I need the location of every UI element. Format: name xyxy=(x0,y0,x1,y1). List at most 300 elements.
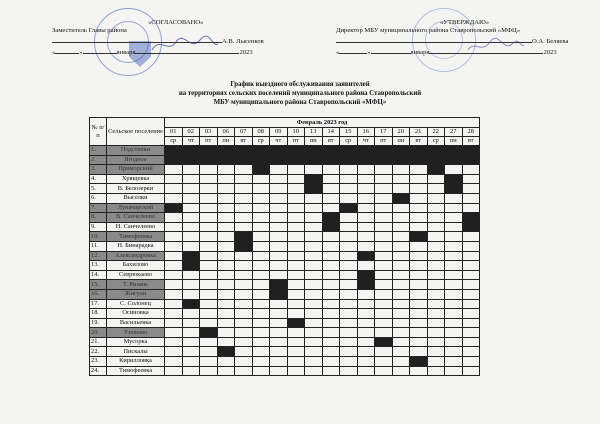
schedule-cell xyxy=(410,203,428,213)
schedule-cell xyxy=(410,366,428,376)
visit-day-cell xyxy=(427,146,445,156)
visit-day-cell xyxy=(410,232,428,242)
schedule-cell xyxy=(217,318,235,328)
schedule-cell xyxy=(270,213,288,223)
schedule-cell xyxy=(340,299,358,309)
settlement-name: В. Белозерки xyxy=(107,184,165,194)
schedule-cell xyxy=(252,184,270,194)
schedule-cell xyxy=(375,299,393,309)
row-number: 5. xyxy=(90,184,107,194)
visit-day-cell xyxy=(270,146,288,156)
schedule-cell xyxy=(235,184,253,194)
schedule-cell xyxy=(445,232,463,242)
schedule-cell xyxy=(217,328,235,338)
schedule-cell xyxy=(375,261,393,271)
schedule-cell xyxy=(392,261,410,271)
schedule-cell xyxy=(392,203,410,213)
schedule-cell xyxy=(322,203,340,213)
row-number: 17. xyxy=(90,299,107,309)
schedule-cell xyxy=(375,366,393,376)
schedule-cell xyxy=(217,251,235,261)
schedule-cell xyxy=(375,184,393,194)
schedule-cell xyxy=(427,357,445,367)
table-row xyxy=(90,174,480,184)
schedule-cell xyxy=(270,193,288,203)
schedule-cell xyxy=(235,318,253,328)
row-number: 9. xyxy=(90,222,107,232)
schedule-cell xyxy=(270,184,288,194)
date-header: 21 xyxy=(410,128,428,137)
weekday-header: вт xyxy=(410,137,428,146)
schedule-cell xyxy=(322,366,340,376)
schedule-cell xyxy=(182,337,200,347)
schedule-cell xyxy=(462,232,480,242)
visit-day-cell xyxy=(375,337,393,347)
visit-day-cell xyxy=(182,155,200,165)
schedule-cell xyxy=(217,309,235,319)
visit-day-cell xyxy=(235,146,253,156)
settlement-name: Приморский xyxy=(107,165,165,175)
schedule-cell xyxy=(270,232,288,242)
settlement-name: Т. Ризань xyxy=(107,280,165,290)
settlement-name: Севрюкаево xyxy=(107,270,165,280)
schedule-cell xyxy=(305,347,323,357)
schedule-cell xyxy=(235,213,253,223)
schedule-cell xyxy=(357,174,375,184)
schedule-cell xyxy=(235,328,253,338)
table-row xyxy=(90,309,480,319)
visit-day-cell xyxy=(462,146,480,156)
schedule-cell xyxy=(200,203,218,213)
schedule-cell xyxy=(305,261,323,271)
schedule-cell xyxy=(252,203,270,213)
schedule-cell xyxy=(252,232,270,242)
schedule-cell xyxy=(445,280,463,290)
date-header: 10 xyxy=(287,128,305,137)
schedule-cell xyxy=(375,328,393,338)
schedule-cell xyxy=(252,299,270,309)
settlement-name: Жигули xyxy=(107,289,165,299)
schedule-cell xyxy=(340,251,358,261)
schedule-cell xyxy=(200,299,218,309)
weekday-header: пн xyxy=(392,137,410,146)
schedule-cell xyxy=(182,318,200,328)
visit-day-cell xyxy=(200,328,218,338)
table-row xyxy=(90,155,480,165)
schedule-cell xyxy=(270,318,288,328)
row-number: 10. xyxy=(90,232,107,242)
date-header: 27 xyxy=(445,128,463,137)
schedule-cell xyxy=(235,347,253,357)
row-number: 8. xyxy=(90,213,107,223)
schedule-cell xyxy=(410,299,428,309)
schedule-cell xyxy=(252,366,270,376)
schedule-cell xyxy=(445,337,463,347)
schedule-cell xyxy=(462,270,480,280)
approved-label-right: «УТВЕРЖДАЮ» xyxy=(440,19,490,26)
schedule-cell xyxy=(427,328,445,338)
schedule-cell xyxy=(392,184,410,194)
visit-day-cell xyxy=(357,251,375,261)
schedule-cell xyxy=(200,280,218,290)
schedule-cell xyxy=(427,174,445,184)
schedule-cell xyxy=(392,289,410,299)
schedule-cell xyxy=(165,366,183,376)
visit-day-cell xyxy=(165,203,183,213)
schedule-cell xyxy=(217,366,235,376)
schedule-cell xyxy=(200,347,218,357)
schedule-cell xyxy=(445,289,463,299)
schedule-cell xyxy=(375,347,393,357)
schedule-cell xyxy=(445,165,463,175)
schedule-cell xyxy=(200,309,218,319)
schedule-cell xyxy=(305,328,323,338)
schedule-cell xyxy=(200,232,218,242)
schedule-cell xyxy=(322,328,340,338)
right-position: Директор МБУ муниципального района Ставропольский «МФЦ» xyxy=(336,27,521,34)
schedule-cell xyxy=(182,203,200,213)
row-number: 21. xyxy=(90,337,107,347)
schedule-cell xyxy=(357,318,375,328)
schedule-cell xyxy=(182,193,200,203)
schedule-cell xyxy=(357,309,375,319)
visit-day-cell xyxy=(305,174,323,184)
date-header: 28 xyxy=(462,128,480,137)
schedule-cell xyxy=(252,213,270,223)
schedule-cell xyxy=(357,232,375,242)
schedule-cell xyxy=(200,174,218,184)
settlement-name: Кирилловка xyxy=(107,357,165,367)
schedule-cell xyxy=(462,174,480,184)
schedule-cell xyxy=(287,193,305,203)
table-row xyxy=(90,289,480,299)
schedule-cell xyxy=(462,165,480,175)
settlement-name: В. Санчелеево xyxy=(107,213,165,223)
schedule-cell xyxy=(252,357,270,367)
schedule-cell xyxy=(217,232,235,242)
visit-day-cell xyxy=(182,251,200,261)
schedule-cell xyxy=(322,309,340,319)
schedule-cell xyxy=(200,165,218,175)
schedule-cell xyxy=(410,318,428,328)
schedule-cell xyxy=(357,347,375,357)
schedule-cell xyxy=(340,241,358,251)
schedule-cell xyxy=(287,251,305,261)
settlement-name: Пискалы xyxy=(107,347,165,357)
schedule-cell xyxy=(427,309,445,319)
schedule-cell xyxy=(445,203,463,213)
visit-day-cell xyxy=(427,165,445,175)
settlement-name: Александровка xyxy=(107,251,165,261)
schedule-cell xyxy=(182,309,200,319)
schedule-cell xyxy=(287,299,305,309)
schedule-cell xyxy=(375,193,393,203)
schedule-cell xyxy=(445,270,463,280)
schedule-cell xyxy=(357,193,375,203)
schedule-cell xyxy=(270,299,288,309)
date-header: 20 xyxy=(392,128,410,137)
schedule-cell xyxy=(322,241,340,251)
schedule-cell xyxy=(182,213,200,223)
schedule-cell xyxy=(182,280,200,290)
visit-day-cell xyxy=(165,155,183,165)
schedule-cell xyxy=(305,280,323,290)
schedule-cell xyxy=(182,174,200,184)
schedule-cell xyxy=(200,213,218,223)
schedule-cell xyxy=(392,347,410,357)
schedule-cell xyxy=(392,165,410,175)
schedule-cell xyxy=(410,251,428,261)
row-number: 14. xyxy=(90,270,107,280)
schedule-cell xyxy=(165,165,183,175)
schedule-cell xyxy=(305,289,323,299)
schedule-cell xyxy=(200,193,218,203)
weekday-header: пн xyxy=(217,137,235,146)
schedule-cell xyxy=(200,357,218,367)
schedule-cell xyxy=(165,241,183,251)
schedule-cell xyxy=(340,318,358,328)
schedule-cell xyxy=(375,280,393,290)
schedule-cell xyxy=(252,347,270,357)
schedule-cell xyxy=(445,347,463,357)
right-signature-line xyxy=(336,38,568,46)
schedule-cell xyxy=(340,232,358,242)
visit-day-cell xyxy=(287,155,305,165)
schedule-cell xyxy=(340,222,358,232)
schedule-cell xyxy=(357,222,375,232)
visit-day-cell xyxy=(252,155,270,165)
schedule-cell xyxy=(252,337,270,347)
settlement-name: Бахилово xyxy=(107,261,165,271)
schedule-cell xyxy=(340,213,358,223)
weekday-header: пт xyxy=(200,137,218,146)
table-row xyxy=(90,146,480,156)
schedule-cell xyxy=(462,203,480,213)
weekday-header: пт xyxy=(287,137,305,146)
schedule-cell xyxy=(200,270,218,280)
schedule-cell xyxy=(462,337,480,347)
schedule-cell xyxy=(392,280,410,290)
row-number: 2. xyxy=(90,155,107,165)
date-header: 16 xyxy=(357,128,375,137)
schedule-cell xyxy=(165,328,183,338)
schedule-cell xyxy=(340,366,358,376)
schedule-cell xyxy=(217,357,235,367)
schedule-cell xyxy=(375,270,393,280)
visit-day-cell xyxy=(340,146,358,156)
weekday-header: вт xyxy=(235,137,253,146)
schedule-cell xyxy=(427,261,445,271)
approved-label-left: «СОГЛАСОВАНО» xyxy=(148,19,204,26)
table-row xyxy=(90,213,480,223)
schedule-cell xyxy=(200,366,218,376)
schedule-cell xyxy=(357,213,375,223)
schedule-cell xyxy=(322,289,340,299)
schedule-cell xyxy=(200,241,218,251)
schedule-cell xyxy=(287,165,305,175)
visit-day-cell xyxy=(410,155,428,165)
schedule-cell xyxy=(165,193,183,203)
schedule-cell xyxy=(165,280,183,290)
schedule-cell xyxy=(235,174,253,184)
visit-day-cell xyxy=(322,146,340,156)
schedule-cell xyxy=(287,289,305,299)
schedule-cell xyxy=(410,174,428,184)
visit-day-cell xyxy=(410,146,428,156)
schedule-cell xyxy=(357,337,375,347)
table-row xyxy=(90,366,480,376)
schedule-cell xyxy=(165,222,183,232)
schedule-cell xyxy=(392,328,410,338)
row-number: 13. xyxy=(90,261,107,271)
schedule-cell xyxy=(410,222,428,232)
schedule-cell xyxy=(445,299,463,309)
schedule-cell xyxy=(462,366,480,376)
schedule-cell xyxy=(305,193,323,203)
schedule-cell xyxy=(287,232,305,242)
schedule-cell xyxy=(410,270,428,280)
schedule-cell xyxy=(375,203,393,213)
schedule-cell xyxy=(392,318,410,328)
settlement-name: Тимофеевка xyxy=(107,232,165,242)
table-row xyxy=(90,347,480,357)
schedule-cell xyxy=(410,289,428,299)
schedule-cell xyxy=(357,328,375,338)
schedule-cell xyxy=(182,222,200,232)
schedule-cell xyxy=(270,241,288,251)
schedule-cell xyxy=(445,193,463,203)
visit-day-cell xyxy=(305,146,323,156)
row-number: 12. xyxy=(90,251,107,261)
settlement-name: Луначарский xyxy=(107,203,165,213)
visit-day-cell xyxy=(340,203,358,213)
schedule-cell xyxy=(217,241,235,251)
schedule-cell xyxy=(217,337,235,347)
schedule-cell xyxy=(357,289,375,299)
schedule-cell xyxy=(270,165,288,175)
schedule-cell xyxy=(287,270,305,280)
schedule-cell xyxy=(445,318,463,328)
schedule-cell xyxy=(340,309,358,319)
schedule-cell xyxy=(182,270,200,280)
schedule-cell xyxy=(445,251,463,261)
schedule-cell xyxy=(217,299,235,309)
schedule-cell xyxy=(427,232,445,242)
table-row xyxy=(90,193,480,203)
schedule-cell xyxy=(410,241,428,251)
schedule-cell xyxy=(287,357,305,367)
left-name: А.В. Лысенков xyxy=(222,38,264,45)
schedule-cell xyxy=(235,366,253,376)
schedule-cell xyxy=(235,261,253,271)
schedule-cell xyxy=(340,184,358,194)
table-row xyxy=(90,241,480,251)
weekday-header: вт xyxy=(322,137,340,146)
schedule-cell xyxy=(357,184,375,194)
visit-day-cell xyxy=(200,146,218,156)
schedule-cell xyxy=(375,357,393,367)
schedule-cell xyxy=(235,222,253,232)
schedule-cell xyxy=(427,318,445,328)
schedule-cell xyxy=(357,261,375,271)
schedule-cell xyxy=(165,357,183,367)
visit-day-cell xyxy=(427,155,445,165)
schedule-cell xyxy=(305,251,323,261)
schedule-cell xyxy=(252,251,270,261)
date-header: 03 xyxy=(200,128,218,137)
weekday-header: ср xyxy=(165,137,183,146)
schedule-cell xyxy=(165,309,183,319)
visit-day-cell xyxy=(375,146,393,156)
schedule-cell xyxy=(322,280,340,290)
settlement-name: Н. Санчелеево xyxy=(107,222,165,232)
weekday-header: чт xyxy=(357,137,375,146)
visit-day-cell xyxy=(235,232,253,242)
schedule-cell xyxy=(427,347,445,357)
row-number: 1. xyxy=(90,146,107,156)
schedule-cell xyxy=(462,347,480,357)
visit-day-cell xyxy=(322,222,340,232)
row-number: 20. xyxy=(90,328,107,338)
date-header: 02 xyxy=(182,128,200,137)
visit-day-cell xyxy=(445,174,463,184)
weekday-header: ср xyxy=(340,137,358,146)
schedule-cell xyxy=(410,165,428,175)
header-settlement: Сельское поселение xyxy=(107,118,165,146)
schedule-cell xyxy=(340,261,358,271)
schedule-cell xyxy=(200,289,218,299)
row-number: 3. xyxy=(90,165,107,175)
schedule-cell xyxy=(322,232,340,242)
schedule-cell xyxy=(462,289,480,299)
row-number: 16. xyxy=(90,289,107,299)
schedule-cell xyxy=(445,241,463,251)
schedule-cell xyxy=(165,289,183,299)
schedule-cell xyxy=(217,280,235,290)
schedule-cell xyxy=(252,280,270,290)
schedule-cell xyxy=(287,366,305,376)
schedule-cell xyxy=(270,328,288,338)
schedule-cell xyxy=(305,270,323,280)
schedule-cell xyxy=(322,193,340,203)
schedule-cell xyxy=(322,357,340,367)
schedule-cell xyxy=(287,174,305,184)
schedule-cell xyxy=(340,337,358,347)
schedule-cell xyxy=(410,337,428,347)
schedule-cell xyxy=(410,309,428,319)
visit-day-cell xyxy=(445,155,463,165)
weekday-header: вт xyxy=(462,137,480,146)
schedule-cell xyxy=(165,318,183,328)
schedule-cell xyxy=(375,318,393,328)
schedule-cell xyxy=(322,184,340,194)
table-row xyxy=(90,280,480,290)
visit-day-cell xyxy=(462,222,480,232)
schedule-cell xyxy=(287,184,305,194)
schedule-cell xyxy=(392,366,410,376)
schedule-cell xyxy=(427,184,445,194)
visit-day-cell xyxy=(392,193,410,203)
schedule-cell xyxy=(165,337,183,347)
schedule-cell xyxy=(235,299,253,309)
date-header: 06 xyxy=(217,128,235,137)
schedule-cell xyxy=(305,165,323,175)
schedule-cell xyxy=(287,241,305,251)
schedule-cell xyxy=(392,241,410,251)
schedule-cell xyxy=(270,261,288,271)
schedule-cell xyxy=(340,328,358,338)
visit-day-cell xyxy=(392,155,410,165)
